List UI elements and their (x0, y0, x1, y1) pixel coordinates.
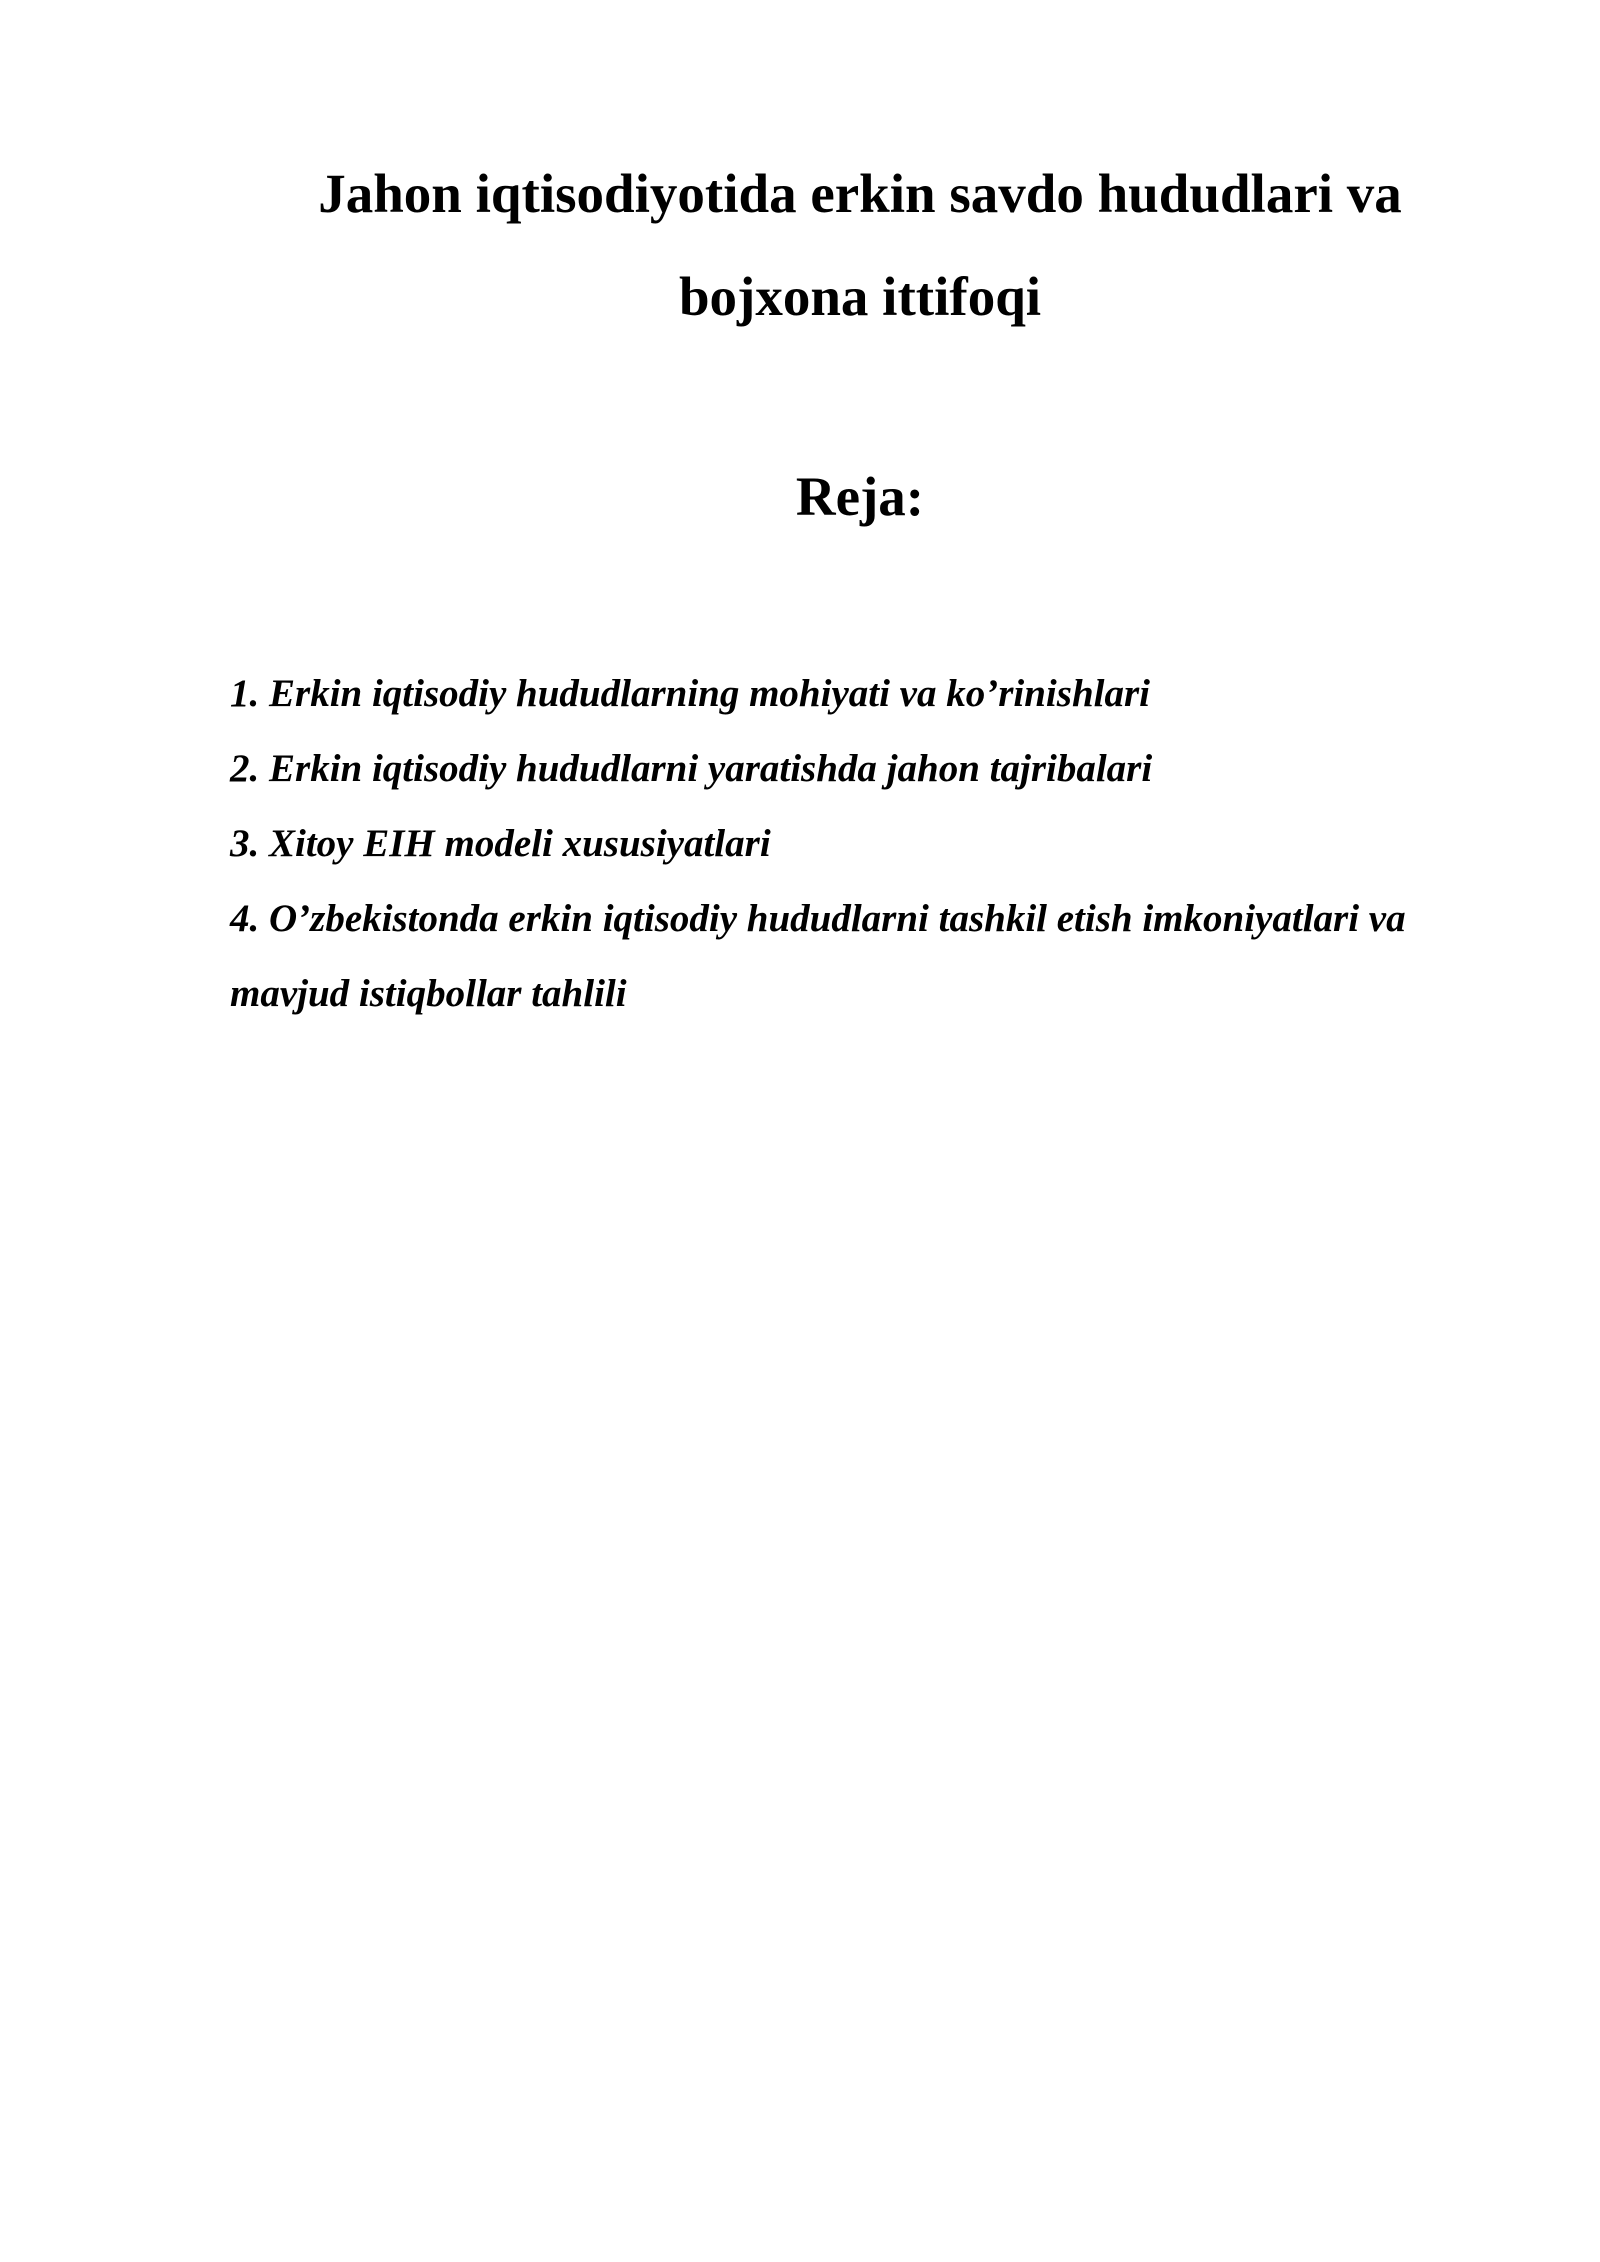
plan-item: 2. Erkin iqtisodiy hududlarni yaratishda jahon tajribalari (230, 747, 1153, 790)
plan-item: 4. O’zbekistonda erkin iqtisodiy hududlarni tashkil etish imkoniyatlari va mavjud istiqbollar tahlili (230, 897, 1406, 1015)
plan-list (230, 656, 1530, 1031)
plan-heading: Reja: (795, 466, 925, 527)
plan-item: 3. Xitoy EIH modeli xususiyatlari (230, 822, 771, 865)
document-title: Jahon iqtisodiyotida erkin savdo hududlari va bojxona ittifoqi (318, 163, 1402, 327)
plan-item: 1. Erkin iqtisodiy hududlarning mohiyati va ko’rinishlari (230, 672, 1150, 715)
